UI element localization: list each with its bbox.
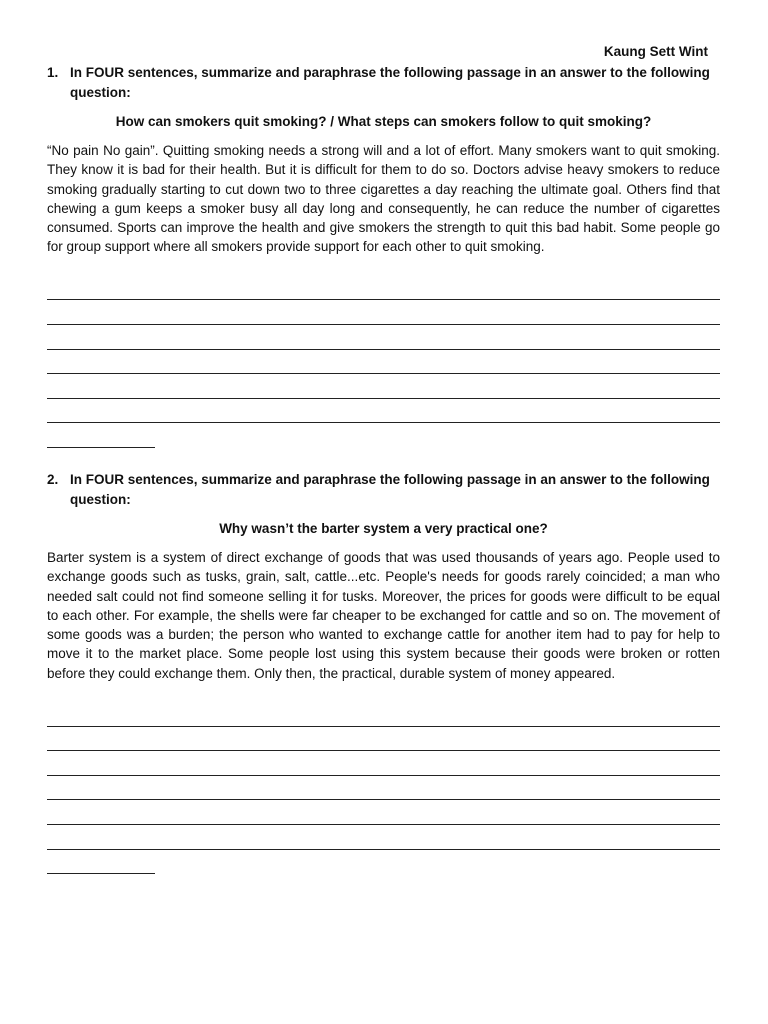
author-name: Kaung Sett Wint: [603, 44, 708, 59]
answer-lines[interactable]: [47, 702, 720, 874]
answer-line[interactable]: [47, 399, 720, 424]
answer-line-short[interactable]: [47, 850, 155, 875]
answer-lines[interactable]: [47, 276, 720, 448]
answer-line-short[interactable]: [47, 423, 155, 448]
question-prompt: How can smokers quit smoking? / What steps can smokers follow to quit smoking?: [115, 114, 652, 129]
question-number: 2.: [47, 472, 59, 487]
question-instruction: [47, 63, 720, 102]
passage-text: “No pain No gain”. Quitting smoking needs a strong will and a lot of effort. Many smokers want to quit smoking. They know it is bad for their health. But it is difficult for them to do so. Doctors advise heavy smokers to reduce smoking gradually starting to cut down two to three cigarettes a day reaching the ultimate goal. Others find that chewing a gum keeps a smoker busy all day long and consequently, he can reduce the number of cigarettes consumed. Sports can improve the health and give smokers the strength to quit this bad habit. Some people go for group support where all smokers provide support for each other to quit smoking.: [47, 143, 720, 255]
question-1: [47, 63, 720, 448]
answer-line[interactable]: [47, 350, 720, 375]
answer-line[interactable]: [47, 800, 720, 825]
question-instruction: [47, 470, 720, 509]
answer-line[interactable]: [47, 727, 720, 752]
answer-line[interactable]: [47, 751, 720, 776]
passage-text: Barter system is a system of direct exchange of goods that was used thousands of years ago. People used to exchange goods such as tusks, grain, salt, cattle...etc. People's needs for goods rarely coincided; a man who needed salt could not find someone selling it for tusks. Moreover, the prices for goods were difficult to be equal to each other. For example, the shells were far cheaper to be exchanged for cattle and so on. The movement of some goods was a burden; the person who wanted to exchange cattle for another item had to pay for help to move it to the market place. Some people lost using this system because their goods were broken or rotten before they could exchange them. Only then, the practical, durable system of money appeared.: [47, 550, 720, 681]
answer-line[interactable]: [47, 825, 720, 850]
answer-line[interactable]: [47, 702, 720, 727]
answer-line[interactable]: [47, 374, 720, 399]
answer-line[interactable]: [47, 325, 720, 350]
instruction-text: In FOUR sentences, summarize and paraphrase the following passage in an answer to the following question:: [70, 65, 710, 100]
question-number: 1.: [47, 65, 59, 80]
answer-line[interactable]: [47, 300, 720, 325]
answer-line[interactable]: [47, 276, 720, 301]
question-prompt: Why wasn’t the barter system a very practical one?: [219, 521, 548, 536]
answer-line[interactable]: [47, 776, 720, 801]
question-2: [47, 470, 720, 874]
instruction-text: In FOUR sentences, summarize and paraphrase the following passage in an answer to the following question:: [70, 472, 710, 507]
